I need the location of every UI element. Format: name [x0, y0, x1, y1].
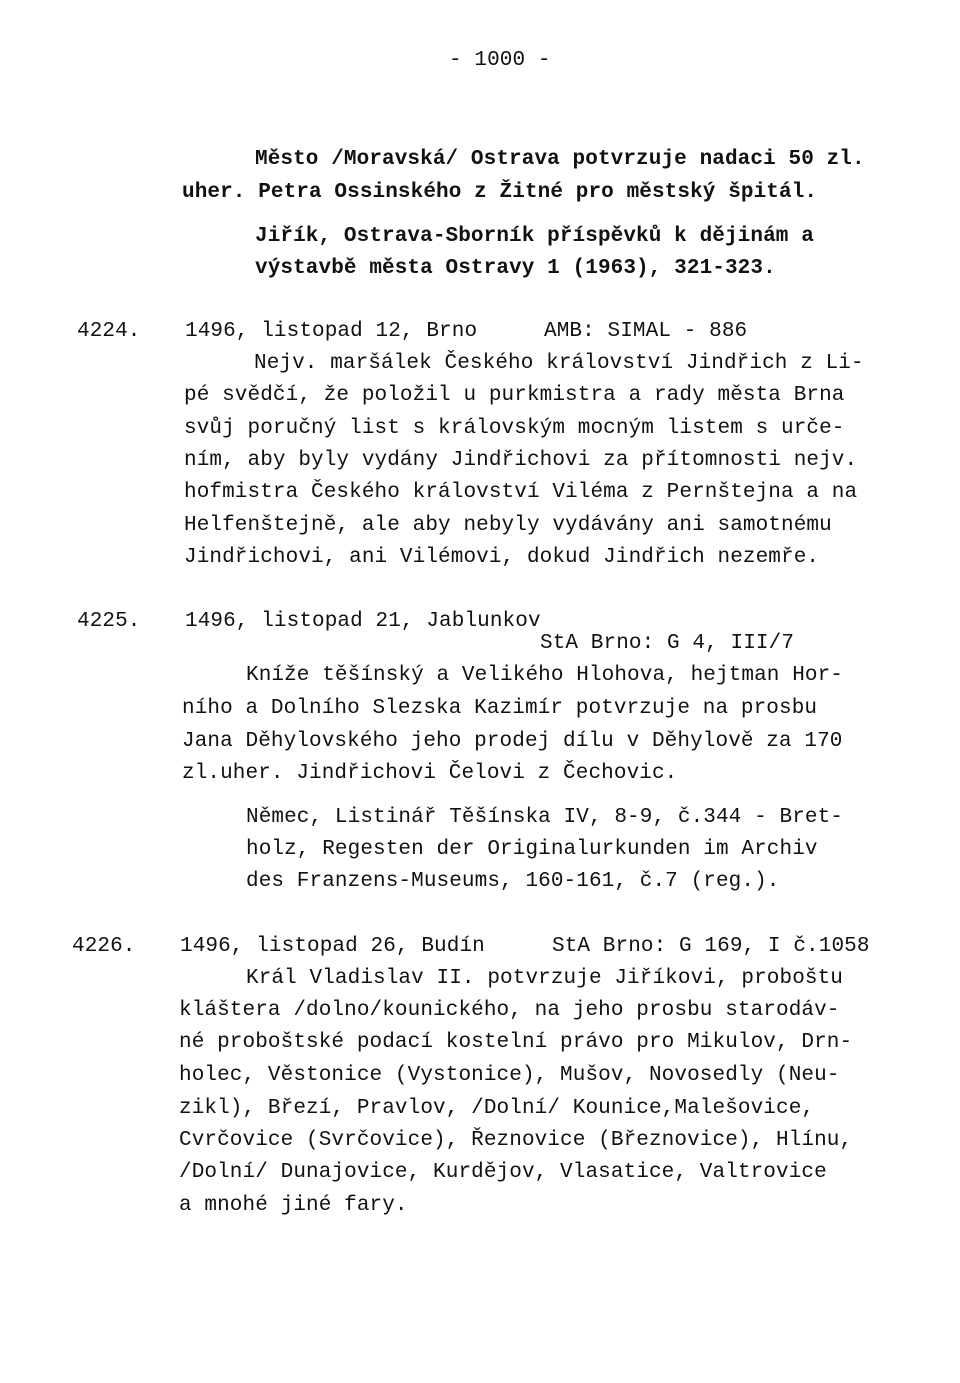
- entry-number: 4226.: [72, 935, 136, 958]
- entry-text-line: Kníže těšínský a Velikého Hlohova, hejtman Hor-: [246, 664, 843, 687]
- entry-text-line: Jana Děhylovského jeho prodej dílu v Děhylově za 170: [182, 730, 843, 753]
- archive-reference: AMB: SIMAL - 886: [544, 320, 748, 343]
- entry-text-line: Nejv. maršálek Českého království Jindřich z Li-: [254, 352, 864, 375]
- reference-line: des Franzens-Museums, 160-161, č.7 (reg.).: [246, 870, 780, 893]
- entry-text-line: uher. Petra Ossinského z Žitné pro městský špitál.: [182, 181, 818, 204]
- entry-number: 4225.: [77, 610, 141, 633]
- entry-header: 1496, listopad 26, Budín: [180, 935, 485, 958]
- entry-text-line: pé svědčí, že položil u purkmistra a rady města Brna: [184, 384, 845, 407]
- entry-header: 1496, listopad 12, Brno: [185, 320, 478, 343]
- entry-number: 4224.: [77, 320, 141, 343]
- entry-text-line: ním, aby byly vydány Jindřichovi za přítomnosti nejv.: [184, 449, 858, 472]
- entry-text-line: né proboštské podací kostelní právo pro Mikulov, Drn-: [179, 1031, 853, 1054]
- entry-text-line: Město /Moravská/ Ostrava potvrzuje nadaci 50 zl.: [255, 148, 865, 171]
- archive-reference: StA Brno: G 4, III/7: [540, 632, 795, 655]
- reference-line: výstavbě města Ostravy 1 (1963), 321-323.: [255, 257, 776, 280]
- entry-text-line: zl.uher. Jindřichovi Čelovi z Čechovic.: [182, 762, 678, 785]
- archive-reference: StA Brno: G 169, I č.1058: [552, 935, 870, 958]
- entry-text-line: kláštera /dolno/kounického, na jeho prosbu starodáv-: [179, 999, 840, 1022]
- entry-text-line: Cvrčovice (Svrčovice), Řeznovice (Březnovice), Hlínu,: [179, 1129, 853, 1152]
- entry-text-line: ního a Dolního Slezska Kazimír potvrzuje na prosbu: [182, 697, 818, 720]
- reference-line: Jiřík, Ostrava-Sborník příspěvků k dějinám a: [255, 225, 814, 248]
- entry-text-line: Jindřichovi, ani Vilémovi, dokud Jindřich nezemře.: [184, 546, 820, 569]
- entry-text-line: holec, Věstonice (Vystonice), Mušov, Novosedly (Neu-: [179, 1064, 840, 1087]
- entry-text-line: a mnohé jiné fary.: [179, 1194, 408, 1217]
- entry-text-line: hofmistra Českého království Viléma z Pernštejna a na: [184, 481, 858, 504]
- entry-text-line: /Dolní/ Dunajovice, Kurdějov, Vlasatice, Valtrovice: [179, 1161, 827, 1184]
- reference-line: holz, Regesten der Originalurkunden im Archiv: [246, 838, 818, 861]
- page-number: - 1000 -: [449, 49, 551, 72]
- entry-text-line: zikl), Březí, Pravlov, /Dolní/ Kounice,Malešovice,: [179, 1097, 815, 1120]
- entry-text-line: Helfenštejně, ale aby nebyly vydávány ani samotnému: [184, 514, 832, 537]
- entry-header: 1496, listopad 21, Jablunkov: [185, 610, 541, 633]
- reference-line: Němec, Listinář Těšínska IV, 8-9, č.344 - Bret-: [246, 806, 843, 829]
- entry-text-line: svůj poručný list s královským mocným listem s urče-: [184, 417, 845, 440]
- entry-text-line: Král Vladislav II. potvrzuje Jiříkovi, proboštu: [246, 967, 843, 990]
